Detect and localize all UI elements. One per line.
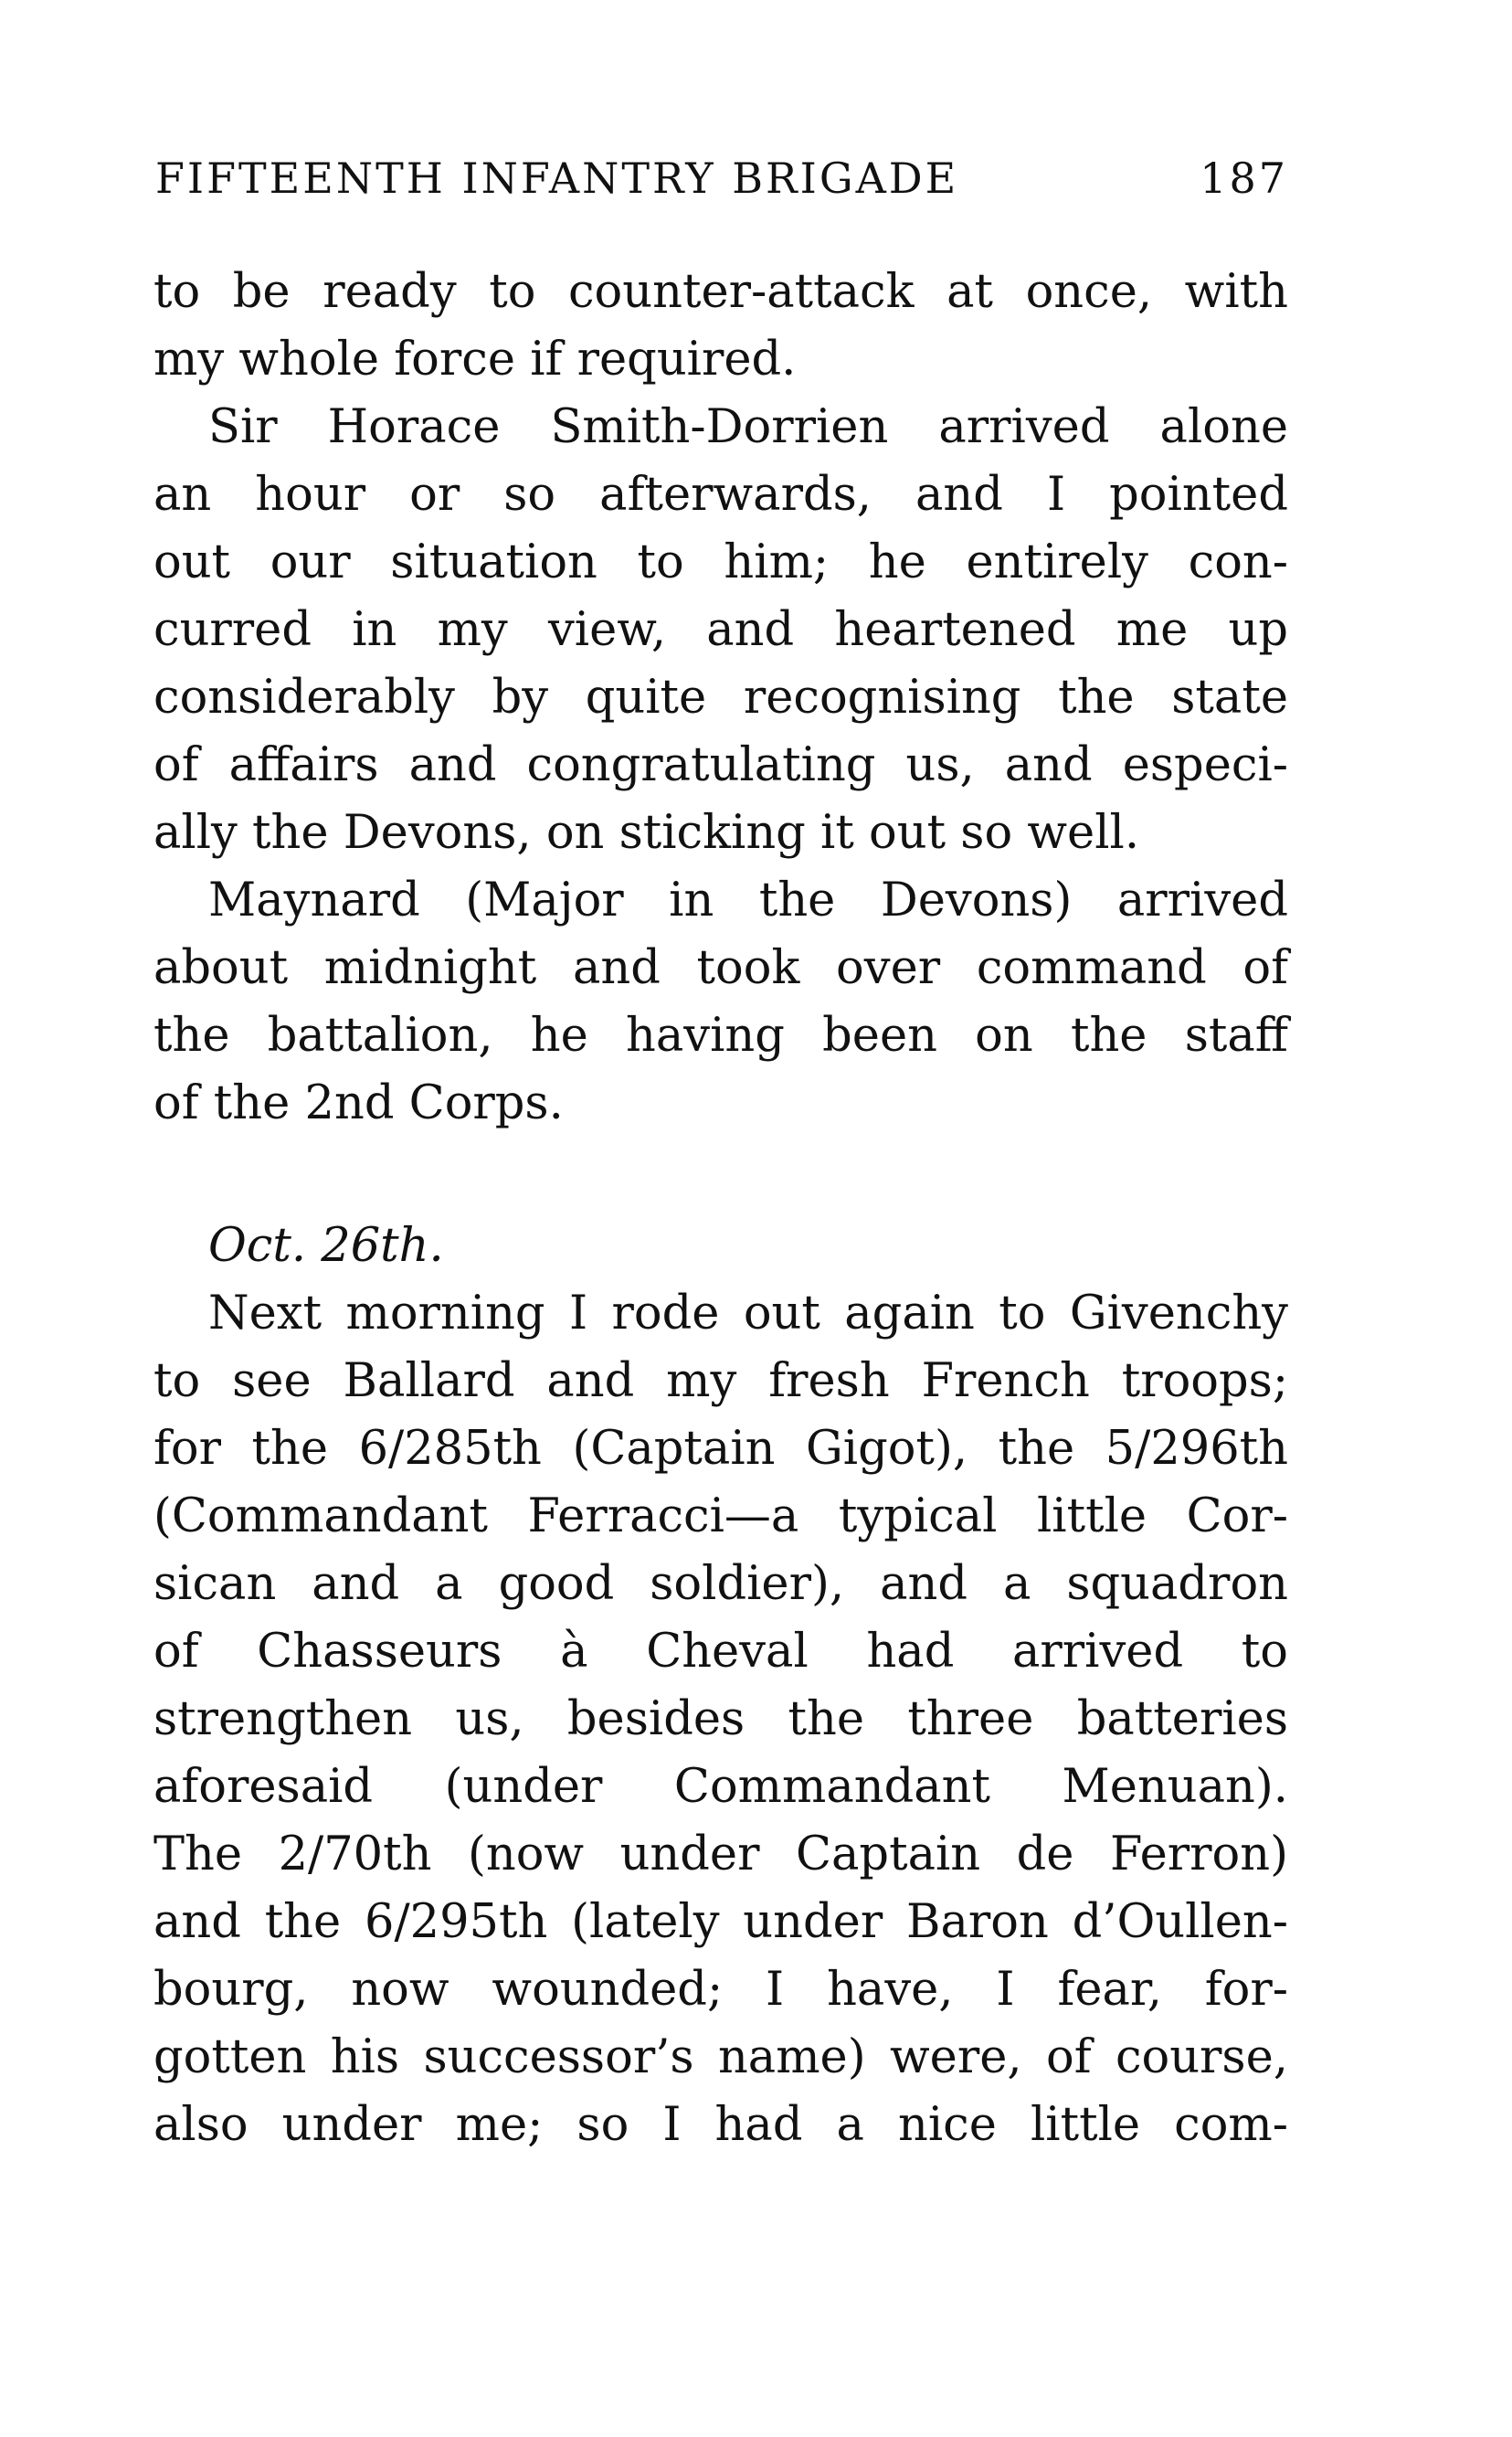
page-number: 187 [1200, 154, 1288, 203]
text-line: ally the Devons, on sticking it out so well. [153, 806, 1140, 860]
text-line: Maynard (Major in the Devons) arrived [208, 874, 1288, 927]
text-line: gotten his successor’s name) were, of course, [153, 2030, 1288, 2084]
text-line: strengthen us, besides the three batteries [153, 1692, 1288, 1746]
text-line: considerably by quite recognising the state [153, 671, 1288, 725]
text-line: of Chasseurs à Cheval had arrived to [153, 1625, 1288, 1679]
date-heading: Oct. 26th. [208, 1219, 444, 1273]
text-line: aforesaid (under Commandant Menuan). [153, 1760, 1288, 1814]
text-line: to be ready to counter-attack at once, with [153, 265, 1288, 319]
text-line: my whole force if required. [153, 333, 797, 387]
text-line: to see Ballard and my fresh French troops; [153, 1354, 1288, 1408]
text-line: Sir Horace Smith-Dorrien arrived alone [208, 400, 1288, 454]
text-line: Next morning I rode out again to Givenchy [208, 1287, 1288, 1340]
text-line: about midnight and took over command of [153, 941, 1288, 995]
text-line: an hour or so afterwards, and I pointed [153, 468, 1288, 522]
text-line: and the 6/295th (lately under Baron d’Oullen- [153, 1895, 1288, 1949]
text-line: sican and a good soldier), and a squadron [153, 1557, 1288, 1611]
text-line: of affairs and congratulating us, and especi- [153, 738, 1288, 792]
text-line: out our situation to him; he entirely con- [153, 535, 1288, 589]
text-line: bourg, now wounded; I have, I fear, for- [153, 1963, 1288, 2017]
running-header [155, 154, 1288, 217]
text-line: curred in my view, and heartened me up [153, 603, 1288, 657]
text-line: The 2/70th (now under Captain de Ferron) [153, 1828, 1288, 1881]
running-title: FIFTEENTH INFANTRY BRIGADE [155, 154, 959, 203]
text-line: also under me; so I had a nice little com- [153, 2098, 1288, 2152]
text-line: for the 6/285th (Captain Gigot), the 5/296th [153, 1422, 1288, 1476]
text-line: of the 2nd Corps. [153, 1076, 564, 1130]
text-line: the battalion, he having been on the staff [153, 1009, 1288, 1063]
text-line: (Commandant Ferracci—a typical little Cor- [153, 1489, 1288, 1543]
